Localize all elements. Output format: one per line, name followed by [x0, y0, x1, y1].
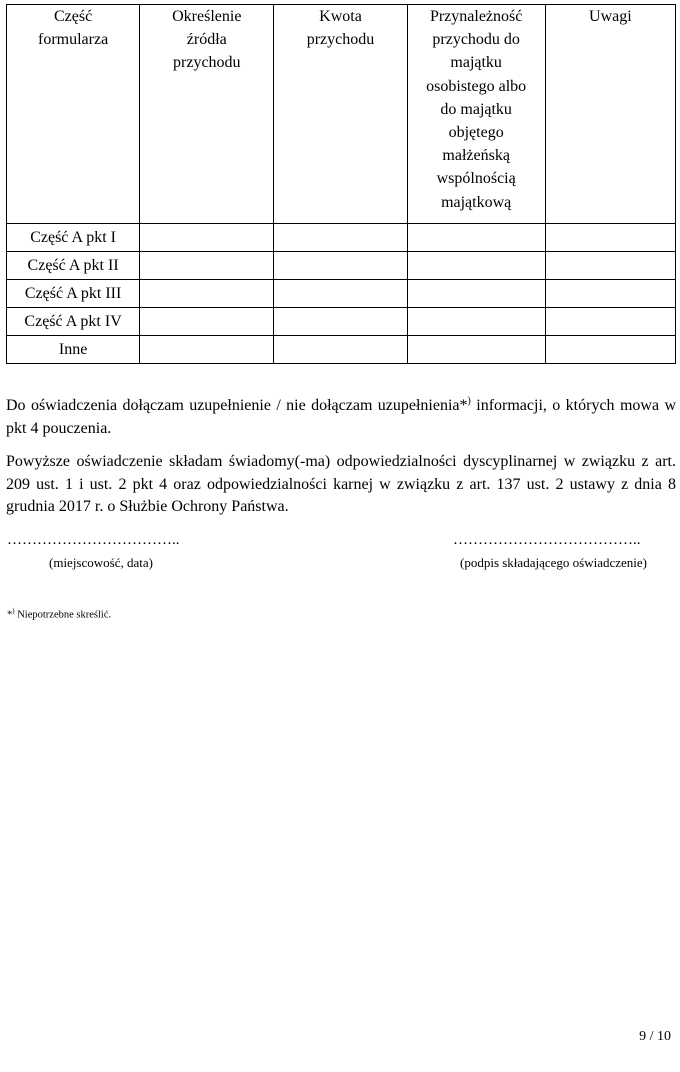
header-amount: Kwota przychodu — [274, 5, 407, 224]
income-table — [6, 4, 676, 364]
attachment-statement-text-end: informacji, o których mowa w pkt 4 pouczenia. — [6, 397, 676, 437]
footnote-asterisk: * — [7, 609, 13, 621]
footnote-sup: ) — [12, 607, 15, 615]
row-part-label: Część A pkt II — [7, 252, 140, 280]
membership-cell[interactable] — [407, 224, 545, 252]
place-date-signature-line: …………………………….. — [7, 532, 180, 548]
notes-cell[interactable] — [545, 224, 675, 252]
table-header-row — [7, 5, 676, 224]
row-part-label: Część A pkt III — [7, 280, 140, 308]
amount-cell[interactable] — [274, 336, 407, 364]
liability-statement: Powyższe oświadczenie składam świadomy(-ma) odpowiedzialności dyscyplinarnej w związku z art. 209 ust. 1 i ust. 2 pkt 4 oraz odpowiedzialności karnej w związku z art. 137 ust. 2 ustawy z dnia 8 grudnia 2017 r. o Służbie Ochrony Państwa. — [6, 453, 676, 515]
table-row — [7, 252, 676, 280]
row-part-label: Część A pkt I — [7, 224, 140, 252]
amount-cell[interactable] — [274, 224, 407, 252]
notes-cell[interactable] — [545, 252, 675, 280]
attachment-statement — [6, 395, 676, 440]
table-row — [7, 224, 676, 252]
membership-cell[interactable] — [407, 280, 545, 308]
header-source: Określenie źródła przychodu — [140, 5, 274, 224]
signature-line: ……………………………….. — [453, 532, 641, 548]
header-notes: Uwagi — [545, 5, 675, 224]
footnote — [7, 607, 111, 621]
table-row — [7, 308, 676, 336]
source-cell[interactable] — [140, 280, 274, 308]
signature-caption: (podpis składającego oświadczenie) — [460, 555, 647, 570]
source-cell[interactable] — [140, 308, 274, 336]
header-membership: Przynależność przychodu do majątku osobistego albo do majątku objętego małżeńską wspólnością majątkową — [407, 5, 545, 224]
source-cell[interactable] — [140, 224, 274, 252]
source-cell[interactable] — [140, 336, 274, 364]
footnote-mark: ) — [467, 395, 471, 407]
notes-cell[interactable] — [545, 336, 675, 364]
amount-cell[interactable] — [274, 280, 407, 308]
attachment-statement-text: Do oświadczenia dołączam uzupełnienie / nie dołączam uzupełnienia* — [6, 397, 468, 414]
table-row — [7, 336, 676, 364]
header-part: Część formularza — [7, 5, 140, 224]
membership-cell[interactable] — [407, 336, 545, 364]
amount-cell[interactable] — [274, 308, 407, 336]
row-part-label: Inne — [7, 336, 140, 364]
membership-cell[interactable] — [407, 252, 545, 280]
row-part-label: Część A pkt IV — [7, 308, 140, 336]
footnote-text: Niepotrzebne skreślić. — [14, 609, 112, 621]
membership-cell[interactable] — [407, 308, 545, 336]
notes-cell[interactable] — [545, 280, 675, 308]
table-row — [7, 280, 676, 308]
source-cell[interactable] — [140, 252, 274, 280]
place-date-caption: (miejscowość, data) — [49, 555, 153, 570]
page-number: 9 / 10 — [639, 1029, 671, 1044]
notes-cell[interactable] — [545, 308, 675, 336]
amount-cell[interactable] — [274, 252, 407, 280]
